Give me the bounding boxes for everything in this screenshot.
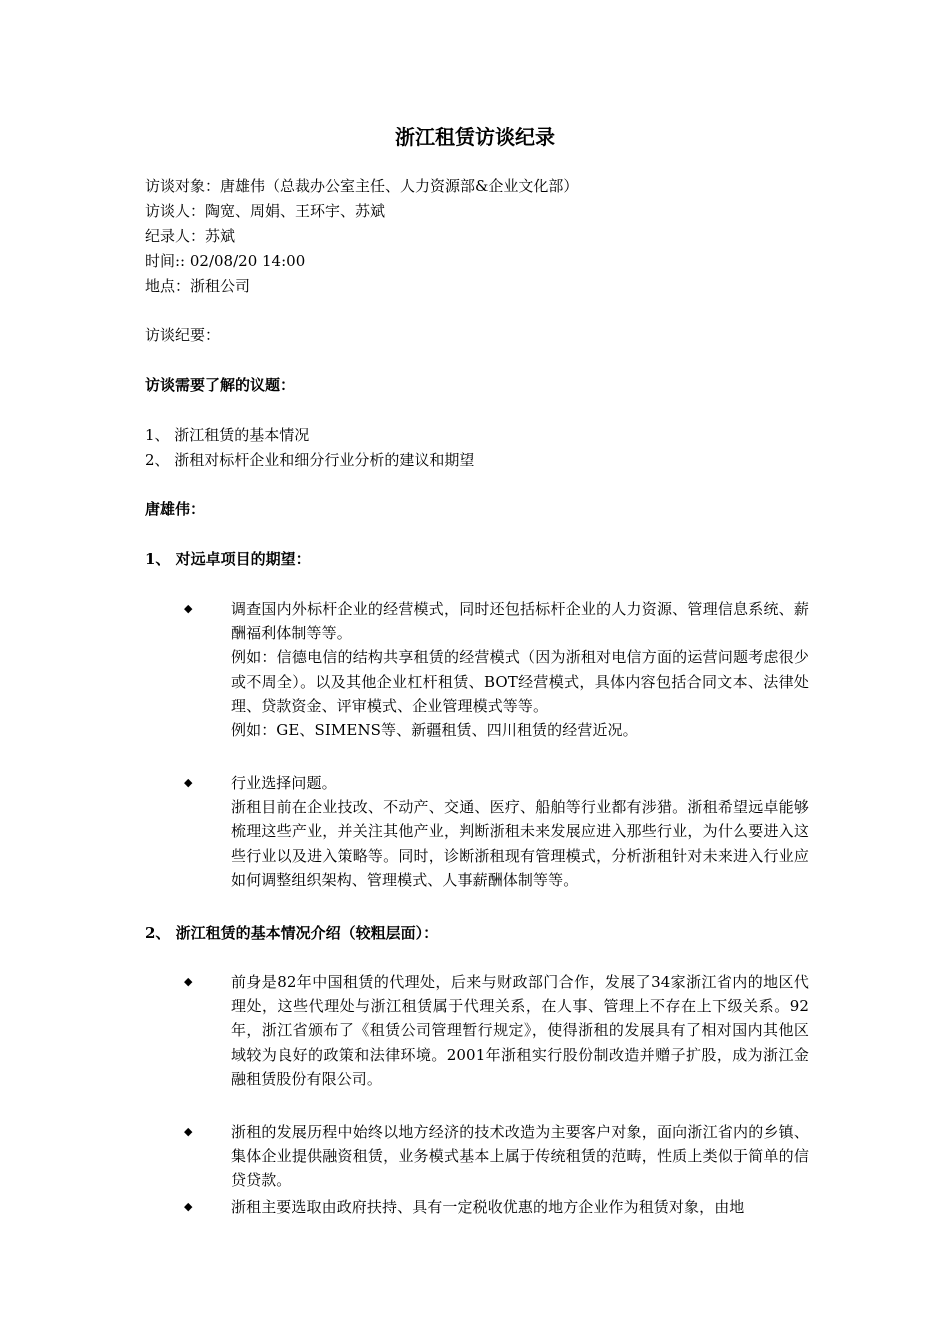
diamond-bullet-icon: ◆ <box>184 1200 193 1213</box>
diamond-bullet-icon: ◆ <box>184 975 193 988</box>
bullet-paragraph: 浙租主要选取由政府扶持、具有一定税收优惠的地方企业作为租赁对象，由地 <box>231 1198 745 1216</box>
speaker-name: 唐雄伟： <box>145 500 206 518</box>
bullet-text <box>231 597 809 742</box>
bullet-paragraph: 浙租目前在企业技改、不动产、交通、医疗、船舶等行业都有涉猎。浙租希望远卓能够梳理这些产业，并关注其他产业，判断浙租未来发展应进入那些行业，为什么要进入这些行业以及进入策略等。同时，诊断浙租现有管理模式，分析浙租针对未来进入行业应如何调整组织架构、管理模式、人事薪酬体制等等。 <box>231 798 809 889</box>
meta-interviewee: 访谈对象：唐雄伟（总裁办公室主任、人力资源部&企业文化部） <box>145 177 579 195</box>
bullet-text <box>231 1120 809 1193</box>
meta-interviewers: 访谈人：陶宽、周娟、王环宇、苏斌 <box>145 202 386 220</box>
bullet-paragraph: 行业选择问题。 <box>231 774 337 792</box>
bullet-paragraph: 浙租的发展历程中始终以地方经济的技术改造为主要客户对象，面向浙江省内的乡镇、集体企业提供融资租赁，业务模式基本上属于传统租赁的范畴，性质上类似于简单的信贷贷款。 <box>231 1123 809 1190</box>
diamond-bullet-icon: ◆ <box>184 602 193 615</box>
meta-time: 时间:: 02/08/20 14:00 <box>145 252 306 270</box>
bullet-paragraph: 例如：GE、SIMENS等、新疆租赁、四川租赁的经营近况。 <box>231 721 638 740</box>
diamond-bullet-icon: ◆ <box>184 776 193 789</box>
diamond-bullet-icon: ◆ <box>184 1125 193 1138</box>
topic-item: 2、 浙租对标杆企业和细分行业分析的建议和期望 <box>145 451 475 469</box>
meta-location: 地点：浙租公司 <box>145 277 251 295</box>
meta-recorder: 纪录人：苏斌 <box>145 227 236 245</box>
section-heading: 1、 对远卓项目的期望： <box>145 550 311 568</box>
bullet-paragraph: 调查国内外标杆企业的经营模式，同时还包括标杆企业的人力资源、管理信息系统、薪酬福利体制等等。 <box>231 600 809 643</box>
bullet-text <box>231 771 809 892</box>
section-heading: 2、 浙江租赁的基本情况介绍（较粗层面）： <box>145 924 439 942</box>
topics-heading: 访谈需要了解的议题： <box>145 376 296 394</box>
document-title: 浙江租赁访谈纪录 <box>395 125 555 149</box>
bullet-text <box>231 1195 809 1219</box>
bullet-paragraph: 前身是82年中国租赁的代理处，后来与财政部门合作，发展了34家浙江省内的地区代理处，这些代理处与浙江租赁属于代理关系，在人事、管理上不存在上下级关系。92年，浙江省颁布了《租赁公司管理暂行规定》，使得浙租的发展具有了相对国内其他区域较为良好的政策和法律环境。2001年浙租实行股份制改造并赠子扩股，成为浙江金融租赁股份有限公司。 <box>231 973 809 1088</box>
bullet-text <box>231 970 809 1091</box>
topic-item: 1、 浙江租赁的基本情况 <box>145 426 310 444</box>
bullet-paragraph: 例如：信德电信的结构共享租赁的经营模式（因为浙租对电信方面的运营问题考虑很少或不周全）。以及其他企业杠杆租赁、BOT经营模式，具体内容包括合同文本、法律处理、贷款资金、评审模式、企业管理模式等等。 <box>231 648 809 715</box>
summary-label: 访谈纪要： <box>145 326 221 344</box>
